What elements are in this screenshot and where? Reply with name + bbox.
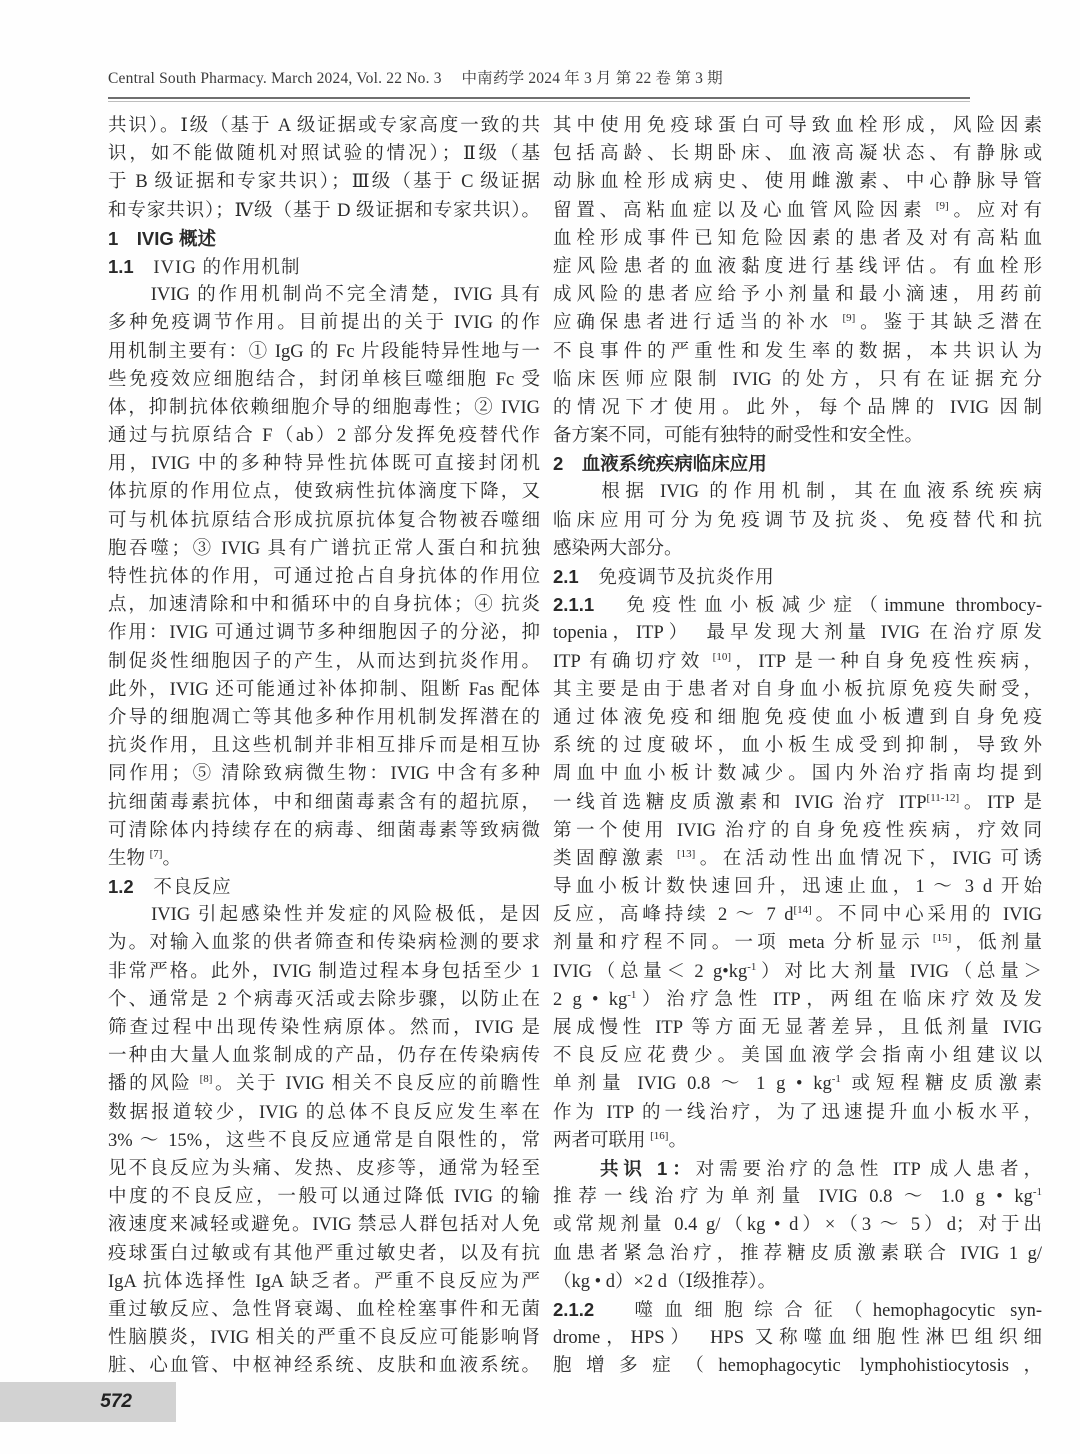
text-line: （kg • d）×2 d（Ⅰ级推荐）。: [553, 1271, 777, 1292]
text-line: 成风险的患者应给予小剂量和最小滴速，用药前: [553, 285, 1042, 306]
text-line: IVIG 引起感染性并发症的风险极低，是因: [108, 905, 540, 926]
text-line: ITP 有确切疗效 [10]，ITP 是一种自身免疫性疾病，: [553, 650, 1042, 672]
text-line: 通过体液免疫和细胞免疫使血小板遭到自身免疫: [553, 707, 1042, 728]
text-line: 脏、心血管、中枢神经系统、皮肤和血液系统。: [108, 1356, 540, 1377]
text-line: 作为 ITP 的一线治疗，为了迅速提升血小板水平，: [553, 1102, 1042, 1123]
text-line: 一线首选糖皮质激素和 IVIG 治疗 ITP[11-12]。ITP 是: [553, 791, 1042, 813]
text-line: 重过敏反应、急性肾衰竭、血栓栓塞事件和无菌: [108, 1299, 540, 1320]
text-line: 3% ～ 15%，这些不良反应通常是自限性的，常: [108, 1130, 540, 1151]
text-line: 特性抗体的作用，可通过抢占自身抗体的作用位: [108, 567, 540, 587]
text-column-right: [553, 112, 1042, 1380]
text-line: 2.1 免疫调节及抗炎作用: [553, 566, 775, 588]
text-line: 作用：IVIG 可通过调节多种细胞因子的分泌，抑: [108, 623, 540, 644]
text-line: 不良反应花费少。美国血液学会指南小组建议以: [553, 1046, 1042, 1067]
text-line: 抗细菌毒素抗体，中和细菌毒素含有的超抗原，: [108, 792, 540, 813]
text-line: 1.2 不良反应: [108, 876, 232, 899]
page-number: 572: [100, 1391, 132, 1412]
text-line: 数据报道较少，IVIG 的总体不良反应发生率在: [108, 1102, 540, 1123]
text-line: 2 g • $kg^{-1}$）治疗急性 ITP，两组在临床疗效及发: [553, 988, 1042, 1010]
text-line: drome，HPS） HPS 又称噬血细胞性淋巴组织细: [553, 1328, 1042, 1349]
text-line: 反应，高峰持续 2 ～ 7 d[14]。不同中心采用的 IVIG: [553, 904, 1042, 926]
text-line: 用机制主要有：① IgG 的 Fc 片段能特异性地与一: [108, 341, 540, 362]
text-line: 临床应用可分为免疫调节及抗炎、免疫替代和抗: [553, 510, 1042, 531]
text-line: 性脑膜炎，IVIG 相关的严重不良反应可能影响肾: [108, 1328, 540, 1349]
text-line: 1 IVIG 概述: [108, 227, 216, 249]
text-line: topenia，ITP） 最早发现大剂量 IVIG 在治疗原发: [553, 623, 1042, 644]
text-line: 其主要是由于患者对自身血小板抗原免疫失耐受，: [553, 679, 1042, 700]
text-line: 剂量和疗程不同。一项 meta 分析显示 [15]，低剂量: [553, 932, 1042, 954]
text-line: 临床医师应限制 IVIG 的处方，只有在证据充分: [553, 369, 1042, 390]
text-line: 筛查过程中出现传染性病原体。然而，IVIG 是: [108, 1018, 540, 1038]
text-line: 可与机体抗原结合形成抗原抗体复合物被吞噬细: [108, 510, 540, 531]
text-line: 个、通常是 2 个病毒灭活或去除步骤，以防止在: [108, 989, 540, 1010]
text-column-left: [108, 112, 540, 1380]
text-line: 体，抑制抗体依赖细胞介导的细胞毒性；② IVIG: [108, 397, 540, 418]
text-line: 第一个使用 IVIG 治疗的自身免疫性疾病，疗效同: [553, 820, 1042, 841]
text-line: 胞增多症（hemophagocytic lymphohistiocytosis，: [553, 1356, 1042, 1377]
text-line: 根据 IVIG 的作用机制，其在血液系统疾病: [553, 482, 1042, 503]
text-line: 备方案不同，可能有独特的耐受性和安全性。: [553, 426, 924, 447]
text-line: 于 B 级证据和专家共识）；Ⅲ级（基于 C 级证据: [108, 172, 540, 193]
text-line: IgA 抗体选择性 IgA 缺乏者。严重不良反应为严: [108, 1271, 540, 1292]
text-line: 些免疫效应细胞结合，封闭单核巨噬细胞 Fc 受: [108, 369, 540, 390]
text-line: 疫球蛋白过敏或有其他严重过敏史者，以及有抗: [108, 1243, 540, 1264]
text-line: 包括高龄、长期卧床、血液高凝状态、有静脉或: [553, 144, 1042, 165]
text-line: 共识 1：对需要治疗的急性 ITP 成人患者，: [599, 1157, 1042, 1180]
text-line: 留置、高粘血症以及心血管风险因素 [9]。应对有: [553, 199, 1042, 221]
text-line: 导血小板计数快速回升，迅速止血，1 ～ 3 d 开始: [553, 877, 1042, 898]
text-line: 用，IVIG 中的多种特异性抗体既可直接封闭机: [108, 454, 540, 475]
text-line: 同作用；⑤ 清除致病微生物：IVIG 中含有多种: [108, 764, 540, 785]
text-line: 推荐一线治疗为单剂量 IVIG 0.8 ～ 1.0 g • $kg^{-1}$: [553, 1185, 1042, 1208]
text-line: 体抗原的作用位点，使致病性抗体滴度下降，又: [108, 482, 540, 503]
text-line: 2 血液系统疾病临床应用: [553, 453, 767, 475]
text-line: 两者可联用 [16]。: [553, 1129, 687, 1151]
text-line: 或常规剂量 0.4 g/（kg • d）×（3 ～ 5）d；对于出: [553, 1215, 1042, 1236]
page-number-box: [0, 1382, 176, 1422]
text-line: 血栓形成事件已知危险因素的患者及对有高粘血: [553, 228, 1042, 249]
text-line: 一种由大量人血浆制成的产品，仍存在传染病传: [108, 1046, 540, 1067]
text-line: 不良事件的严重性和发生率的数据，本共识认为: [553, 341, 1042, 362]
text-line: 此外，IVIG 还可能通过补体抑制、阻断 Fas 配体: [108, 679, 540, 700]
text-line: 为。对输入血浆的供者筛查和传染病检测的要求: [108, 933, 540, 954]
text-line: 见不良反应为头痛、发热、皮疹等，通常为轻至: [108, 1158, 540, 1179]
text-line: 血患者紧急治疗，推荐糖皮质激素联合 IVIG 1 g/: [553, 1243, 1042, 1264]
text-line: 可清除体内持续存在的病毒、细菌毒素等致病微: [108, 820, 540, 841]
text-line: 应确保患者进行适当的补水 [9]。鉴于其缺乏潜在: [553, 312, 1042, 334]
text-line: 单剂量 IVIG 0.8 ～ 1 g • $kg^{-1}$ 或短程糖皮质激素: [553, 1073, 1042, 1095]
text-line: 2.1.1 免疫性血小板减少症（immune thrombocy-: [553, 594, 1042, 617]
text-line: 生物 [7]。: [108, 847, 181, 869]
text-line: 症风险患者的血液黏度进行基线评估。有血栓形: [553, 256, 1042, 277]
text-line: 的情况下才使用。此外，每个品牌的 IVIG 因制: [553, 397, 1042, 418]
text-line: IVIG（总量＜ 2 $g•kg^{-1}$）对比大剂量 IVIG（总量＞: [553, 960, 1042, 982]
text-line: 动脉血栓形成病史、使用雌激素、中心静脉导管: [553, 172, 1042, 193]
text-line: 其中使用免疫球蛋白可导致血栓形成，风险因素: [553, 116, 1042, 136]
text-line: 1.1 IVIG 的作用机制: [108, 255, 301, 278]
running-header: Central South Pharmacy. March 2024, Vol. 22 No. 3 中南药学 2024 年 3 月 第 22 卷 第 3 期: [108, 70, 723, 87]
text-line: 点，加速清除和中和循环中的自身抗体；④ 抗炎: [108, 595, 540, 616]
text-line: 非常严格。此外，IVIG 制造过程本身包括至少 1: [108, 961, 540, 982]
text-line: 液速度来减轻或避免。IVIG 禁忌人群包括对人免: [108, 1215, 540, 1236]
text-line: 类固醇激素 [13]。在活动性出血情况下，IVIG 可诱: [553, 847, 1042, 869]
text-line: 感染两大部分。: [553, 538, 683, 559]
text-line: 和专家共识）；Ⅳ级（基于 D 级证据和专家共识）。: [108, 200, 540, 221]
text-line: IVIG 的作用机制尚不完全清楚，IVIG 具有: [108, 285, 540, 306]
text-line: 介导的细胞凋亡等其他多种作用机制发挥潜在的: [108, 707, 540, 728]
text-line: 播的风险 [8]。关于 IVIG 相关不良反应的前瞻性: [108, 1073, 540, 1095]
header-divider: [108, 97, 970, 102]
text-line: 2.1.2 噬血细胞综合征（hemophagocytic syn-: [553, 1298, 1042, 1321]
text-line: 制促炎性细胞因子的产生，从而达到抗炎作用。: [108, 651, 540, 672]
text-line: 中度的不良反应，一般可以通过降低 IVIG 的输: [108, 1187, 540, 1208]
text-line: 胞吞噬；③ IVIG 具有广谱抗正常人蛋白和抗独: [108, 538, 540, 559]
text-line: 周血中血小板计数减少。国内外治疗指南均提到: [553, 764, 1042, 785]
text-line: 共识）。Ⅰ级（基于 A 级证据或专家高度一致的共: [108, 116, 540, 136]
text-line: 展成慢性 ITP 等方面无显著差异，且低剂量 IVIG: [553, 1018, 1042, 1038]
text-line: 抗炎作用，且这些机制并非相互排斥而是相互协: [108, 736, 540, 757]
text-line: 通过与抗原结合 F（ab）2 部分发挥免疫替代作: [108, 426, 540, 447]
text-line: 识，如不能做随机对照试验的情况）；Ⅱ级（基: [108, 144, 540, 165]
text-line: 多种免疫调节作用。目前提出的关于 IVIG 的作: [108, 313, 540, 334]
text-line: 系统的过度破坏，血小板生成受到抑制，导致外: [553, 736, 1042, 757]
